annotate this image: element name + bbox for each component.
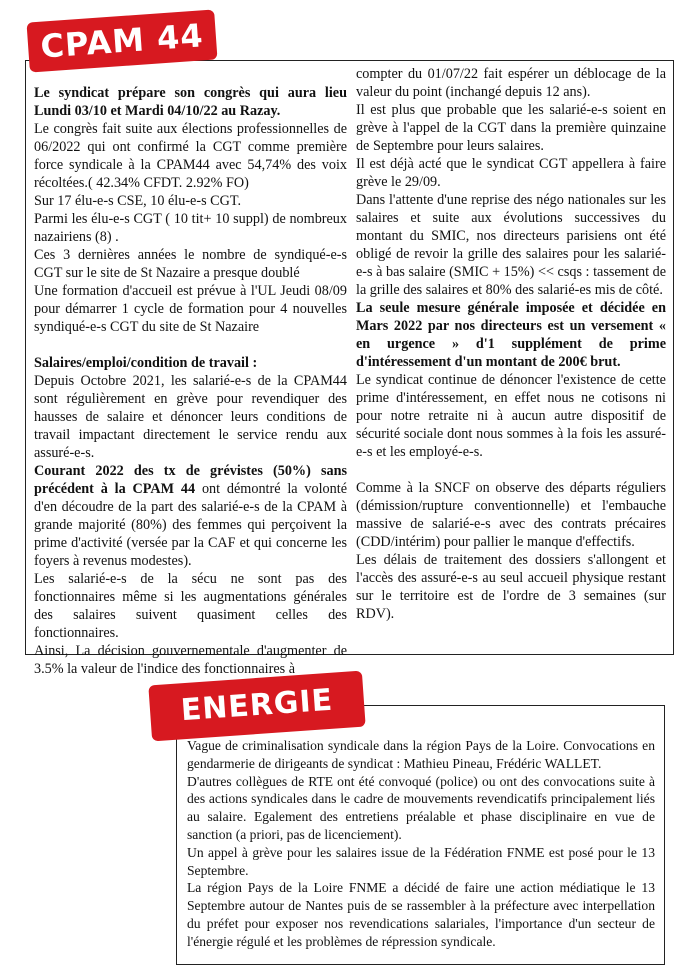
cpam-processing-delays: Les délais de traitement des dossiers s'allongent et l'accès des assuré-e-s au seul accueil physique restant sur le territoire est de l'ordre de 3 semaines (sur RDV). — [356, 552, 666, 622]
cpam-article-box — [25, 60, 674, 677]
cpam-strike-september: Il est plus que probable que les salarié-e-s soient en grève à l'appel de la CGT dans la première quinzaine de Septembre pour leurs salaires. — [356, 102, 666, 154]
cpam-cse-seats: Sur 17 élu-e-s CSE, 10 élu-e-s CGT. — [34, 193, 241, 209]
cpam-membership-growth: Ces 3 dernières années le nombre de syndiqué-e-s CGT sur le site de St Nazaire a presque doublé — [34, 247, 347, 281]
energie-text — [187, 737, 655, 951]
cpam-index-decision: Ainsi, La décision gouvernementale d'augmenter de 3.5% la valeur de l'indice des fonctionnaires à — [34, 643, 347, 677]
cpam-not-civil-servants: Les salarié-e-s de la sécu ne sont pas des fonctionnaires même si les augmentations générales des salaires suivent quasiment celles des fonctionnaires. — [34, 571, 347, 641]
cpam-left-column — [34, 84, 347, 678]
energie-media-action: La région Pays de la Loire FNME a décidé de faire une action médiatique le 13 Septembre autour de Nantes puis de se rassembler à la préfecture avec interpellation du préfet pour exposer nos revendications salariales, l'importance d'un secteur de l'énergie régulé et les problèmes de répression syndicale. — [187, 880, 655, 949]
energie-article-box — [176, 705, 665, 965]
cpam-smic-grid: Dans l'attente d'une reprise des négo nationales sur les salaires et suite aux évolutions successives du montant du SMIC, nos directeurs parisiens ont été obligé de revoir la grille des salaires pour les salarié-e-s à bas salaire (SMIC + 15%) << csqs : tassement de la grille des salaires et 80% des salarié-es mis de côté. — [356, 192, 666, 298]
energie-rte-convocations: D'autres collègues de RTE ont été convoqué (police) ou ont des convocations suite à des actions syndicales dans le cadre de mouvements revendicatifs principalement liés au salaire. Egalement des entretiens préalable et phase disciplinaire en vue de sanction (a priori, pas de licenciement). — [187, 773, 655, 842]
cpam-section-banner: CPAM 44 — [26, 10, 217, 73]
cpam-bonus-measure: La seule mesure générale imposée et décidée en Mars 2022 par nos directeurs est un versement « en urgence » d'1 supplément de prime d'intéressement d'un montant de 200€ brut. — [356, 300, 666, 370]
cpam-strike-rate-bold: Courant 2022 des tx de grévistes (50%) sans précédent à la CPAM 44 — [34, 463, 347, 497]
cpam-sncf-comparison: Comme à la SNCF on observe des départs réguliers (démission/rupture conventionnelle) et l'embauche massive de salarié-e-s avec des contrats précaires (CDD/intérim) pour pallier le manque d'effectifs. — [356, 480, 666, 550]
cpam-election-results: Le congrès fait suite aux élections professionnelles de 06/2022 qui ont confirmé la CGT comme première force syndicale à la CPAM44 avec 54,74% des voix récoltées.( 42.34% CFDT. 2.92% FO) — [34, 121, 347, 191]
cpam-strike-rate-paragraph — [34, 462, 347, 570]
cpam-salary-heading: Salaires/emploi/condition de travail : — [34, 355, 258, 371]
energie-criminalisation: Vague de criminalisation syndicale dans la région Pays de la Loire. Convocations en gendarmerie de dirigeants de syndicat : Mathieu Pineau, Frédéric WALLET. — [187, 738, 655, 771]
cpam-strike-2909: Il est déjà acté que le syndicat CGT appellera à faire grève le 29/09. — [356, 156, 666, 190]
energie-fnme-strike-call: Un appel à grève pour les salaires issue de la Fédération FNME est posé pour le 13 Septembre. — [187, 844, 655, 878]
cpam-training-note: Une formation d'accueil est prévue à l'UL Jeudi 08/09 pour démarrer 1 cycle de formation pour 4 nouvelles syndiqué-e-s CGT du site de St Nazaire — [34, 283, 347, 335]
cpam-nazairiens: Parmi les élu-e-s CGT ( 10 tit+ 10 suppl) de nombreux nazairiens (8) . — [34, 211, 347, 245]
cpam-bonus-criticism: Le syndicat continue de dénoncer l'existence de cette prime d'intéressement, en effet nous ne cotisons ni pour notre retraite ni à aucun autre dispositif de sécurité sociale dont nous sommes à la fois les assuré-e-s et les employé-e-s. — [356, 372, 666, 460]
cpam-strike-history: Depuis Octobre 2021, les salarié-e-s de la CPAM44 sont régulièrement en grève pour revendiquer des hausses de salaire et dénoncer leurs conditions de travail impactant directement le service rendu aux assuré-e-s. — [34, 373, 347, 461]
cpam-point-value: compter du 01/07/22 fait espérer un déblocage de la valeur du point (inchangé depuis 12 ans). — [356, 66, 666, 100]
cpam-strike-rate-rest: ont démontré la volonté d'en découdre de la part des salarié-e-s de la CPAM à grande majorité (80%) des femmes qui perçoivent la prime d'activité (versée par la CAF et qui concerne les foyers à revenus modestes). — [34, 481, 347, 569]
energie-section-banner: ENERGIE — [148, 671, 365, 742]
cpam-right-column — [356, 65, 666, 623]
cpam-congress-intro: Le syndicat prépare son congrès qui aura lieu Lundi 03/10 et Mardi 04/10/22 au Razay. — [34, 85, 347, 119]
